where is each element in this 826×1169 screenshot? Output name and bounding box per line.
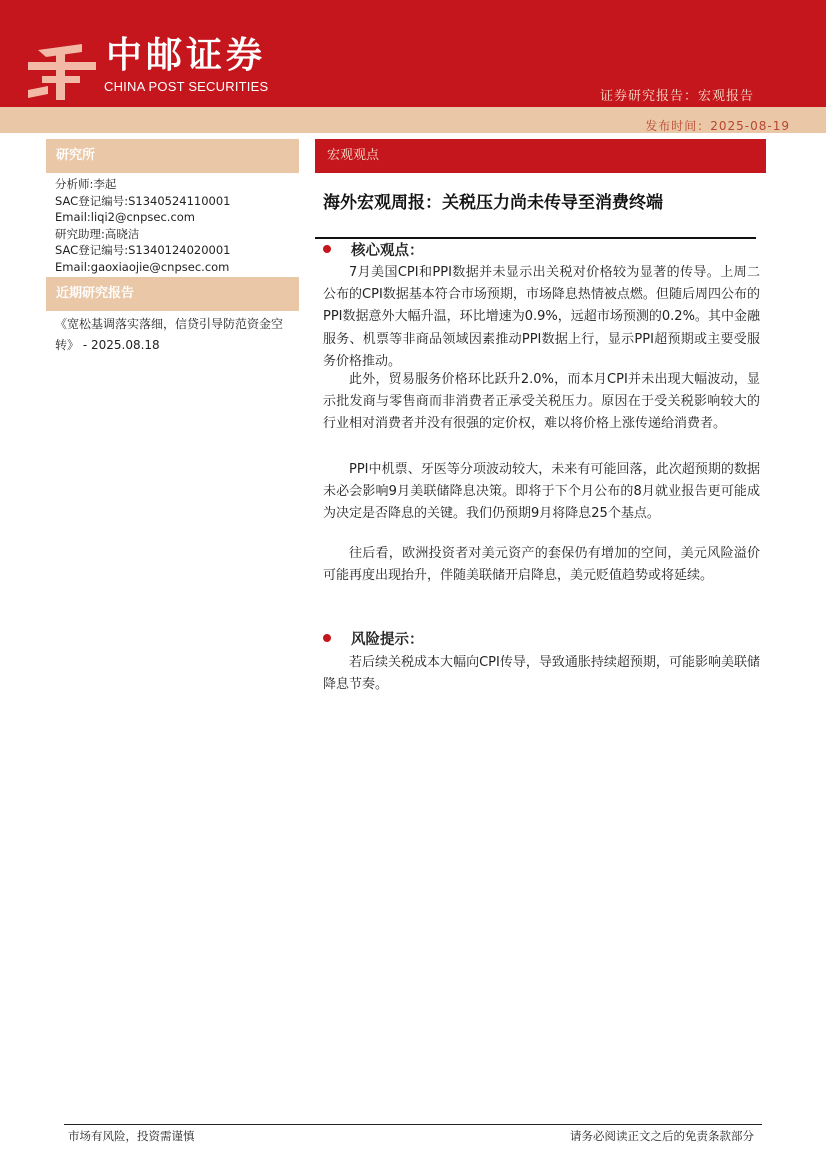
institute-title: 研究所: [46, 139, 299, 173]
risk-label: 风险提示：: [351, 632, 424, 648]
analyst-sac-number: SAC登记编号:S1340524110001: [55, 193, 231, 208]
analyst-email[interactable]: Email:liqi2@cnpsec.com: [55, 210, 195, 224]
core-paragraph-4: 往后看，欧洲投资者对美元资产的套保仍有增加的空间，美元风险溢价可能再度出现抬升，伴随美联储开启降息，美元贬值趋势或将延续。: [323, 546, 760, 584]
assistant-sac-number: SAC登记编号:S1340124020001: [55, 243, 231, 257]
report-type: 证券研究报告：宏观报告: [599, 89, 754, 104]
recent-reports-title: 近期研究报告: [46, 277, 299, 311]
assistant-name: 研究助理:高晓洁: [55, 226, 140, 241]
china-post-logo-icon: [28, 40, 96, 100]
bullet-dot-icon: [323, 634, 331, 642]
core-paragraph-1: 7月美国CPI和PPI数据并未显示出关税对价格较为显著的传导。上周二公布的CPI数据基本符合市场预期，市场降息热情被点燃。但随后周四公布的PPI数据意外大幅升温，环比增速为0.9%，远超市场预测的0.2%。其中金融服务、机票等非商品领域因素推动PPI数据上行，显示PPI超预期或主要受服务价格推动。: [323, 265, 760, 369]
title-divider: [315, 237, 756, 239]
assistant-email[interactable]: Email:gaoxiaojie@cnpsec.com: [55, 259, 230, 274]
core-views-heading: [323, 240, 424, 262]
category-tag: 宏观观点: [315, 139, 766, 173]
core-views-label: 核心观点：: [351, 243, 424, 259]
core-paragraph-3: PPI中机票、牙医等分项波动较大，未来有可能回落，此次超预期的数据未必会影响9月美联储降息决策。即将于下个月公布的8月就业报告更可能成为决定是否降息的关键。我们仍预期9月将降息25个基点。: [323, 462, 760, 522]
brand-name-cn: 中邮证券: [106, 35, 267, 76]
footer-disclaimer-note: 请务必阅读正文之后的免责条款部分: [570, 1129, 754, 1143]
brand-name-en: CHINA POST SECURITIES: [104, 79, 269, 94]
page-header: [0, 0, 826, 107]
core-paragraph-2: 此外，贸易服务价格环比跃升2.0%，而本月CPI并未出现大幅波动，显示批发商与零售商而非消费者正承受关税压力。原因在于受关税影响较大的行业相对消费者并没有很强的定价权，难以将价格上涨传递给消费者。: [323, 372, 760, 432]
bullet-dot-icon: [323, 245, 331, 253]
analyst-info: [55, 176, 231, 275]
risk-heading: [323, 629, 424, 651]
footer-risk-note: 市场有风险，投资需谨慎: [68, 1129, 195, 1143]
publish-date: 发布时间：2025-08-19: [645, 119, 790, 133]
footer-divider: [64, 1124, 762, 1125]
risk-paragraph: 若后续关税成本大幅向CPI传导，导致通胀持续超预期，可能影响美联储降息节奏。: [323, 655, 760, 693]
recent-report-link[interactable]: 《宽松基调落实落细，信贷引导防范资金空转》 - 2025.08.18: [55, 317, 284, 352]
analyst-name: 分析师:李起: [55, 177, 117, 191]
report-title: 海外宏观周报：关税压力尚未传导至消费终端: [323, 193, 663, 213]
